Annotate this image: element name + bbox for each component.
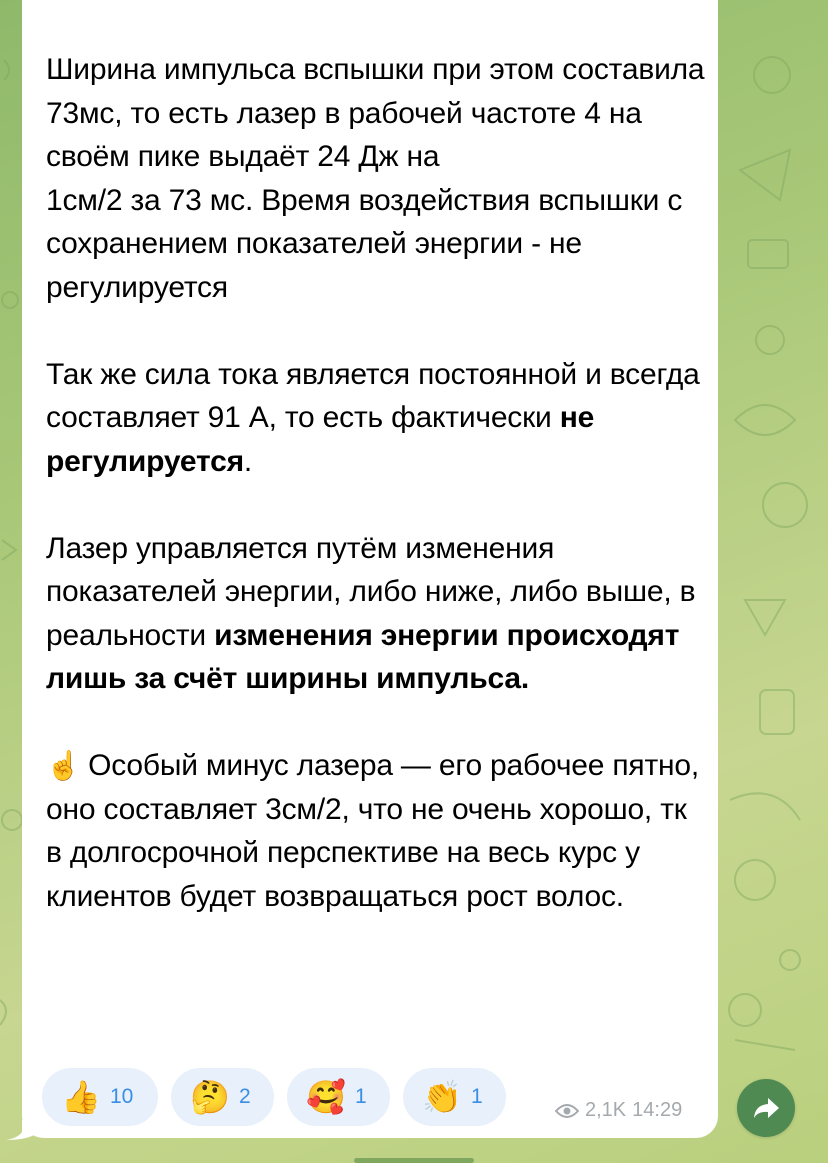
current-text: Так же сила тока является постоянной и всегда составляет 91 А, то есть фактически — [46, 357, 700, 434]
thinking-face-icon: 🤔 — [190, 1079, 230, 1115]
message-time: 14:29 — [632, 1099, 683, 1121]
reactions-bar — [42, 1068, 506, 1126]
clapping-hands-icon: 👏 — [422, 1079, 462, 1115]
paragraph-energy — [46, 527, 706, 701]
share-button[interactable] — [737, 1079, 795, 1137]
thumbs-up-icon: 👍 — [61, 1079, 101, 1115]
spot-text: Особый минус лазера — его рабочее пятно, оно составляет 3см/2, что не очень хорошо, тк в долгосрочной перспективе на весь курс у клиентов будет возвращаться рост волос. — [46, 749, 699, 913]
reaction-count: 2 — [239, 1085, 251, 1108]
message-text — [46, 48, 706, 918]
reaction-count: 1 — [471, 1085, 483, 1108]
reaction-count: 10 — [110, 1085, 134, 1108]
eye-icon — [555, 1103, 579, 1119]
view-count: 2,1K — [585, 1099, 627, 1121]
energy-bold: изменения энергии происходят лишь за счёт ширины импульса. — [46, 618, 680, 695]
paragraph-pulse-duration: 1см/2 за 73 мс. Время воздействия вспышки с сохранением показателей энергии - не регулируется — [46, 183, 683, 304]
paragraph-spot — [46, 744, 706, 918]
current-end: . — [243, 444, 253, 478]
reaction-clapping[interactable] — [403, 1068, 506, 1126]
reaction-smiling-hearts[interactable] — [287, 1068, 390, 1126]
next-message-edge — [354, 1158, 474, 1163]
share-arrow-icon — [752, 1096, 780, 1120]
index-pointing-up-icon: ☝️ — [46, 750, 81, 781]
reaction-thumbs-up[interactable] — [42, 1068, 158, 1126]
current-bold: не регулируется — [46, 401, 595, 478]
paragraph-current — [46, 353, 706, 484]
energy-text: Лазер управляется путём изменения показателей энергии, либо ниже, либо выше, в реальности — [46, 531, 696, 652]
bubble-tail — [6, 1120, 36, 1140]
reaction-count: 1 — [355, 1085, 367, 1108]
reaction-thinking[interactable] — [171, 1068, 274, 1126]
paragraph-pulse-width: Ширина импульса вспышки при этом составила 73мс, то есть лазер в рабочей частоте 4 на своём пике выдаёт 24 Дж на — [46, 53, 705, 173]
message-meta — [555, 1099, 682, 1122]
smiling-face-with-hearts-icon: 🥰 — [306, 1079, 346, 1115]
